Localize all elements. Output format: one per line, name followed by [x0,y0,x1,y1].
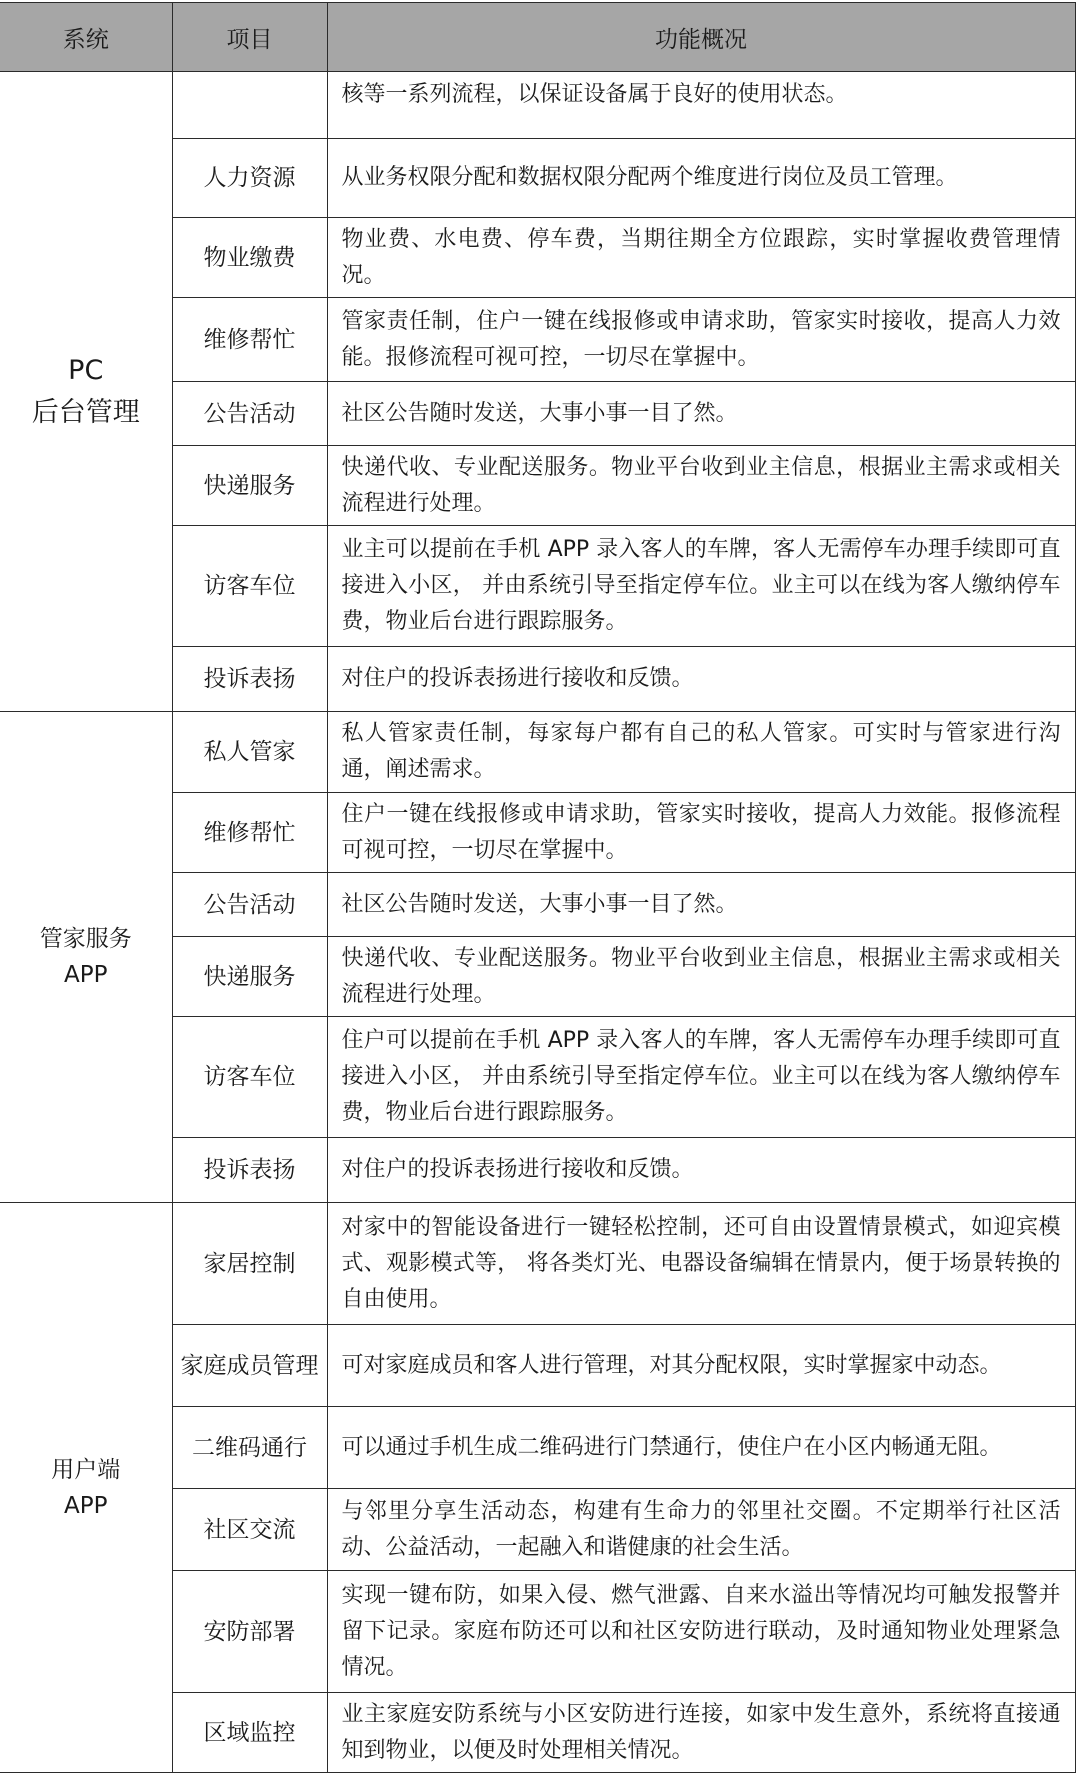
desc-cell: 住户一键在线报修或申请求助，管家实时接收，提高人力效能。报修流程可视可控，一切尽在掌握中。 [327,793,1075,873]
table-row [0,1203,1075,1325]
system-cell-pc [0,72,172,712]
desc-cell: 可对家庭成员和客人进行管理，对其分配权限，实时掌握家中动态。 [327,1325,1075,1407]
desc-cell: 快递代收、专业配送服务。物业平台收到业主信息，根据业主需求或相关流程进行处理。 [327,937,1075,1017]
table-row [0,712,1075,793]
desc-cell: 管家责任制，住户一键在线报修或申请求助，管家实时接收，提高人力效能。报修流程可视可控，一切尽在掌握中。 [327,298,1075,382]
item-cell: 投诉表扬 [172,647,327,712]
desc-cell: 私人管家责任制，每家每户都有自己的私人管家。可实时与管家进行沟通，阐述需求。 [327,712,1075,793]
system-cell-user [0,1203,172,1773]
desc-cell: 对家中的智能设备进行一键轻松控制，还可自由设置情景模式，如迎宾模式、观影模式等， 将各类灯光、电器设备编辑在情景内，便于场景转换的自由使用。 [327,1203,1075,1325]
table-header-row [0,3,1075,72]
table-row [0,72,1075,139]
desc-cell: 从业务权限分配和数据权限分配两个维度进行岗位及员工管理。 [327,139,1075,218]
item-cell: 私人管家 [172,712,327,793]
item-cell: 快递服务 [172,446,327,526]
item-cell: 维修帮忙 [172,298,327,382]
desc-cell: 社区公告随时发送，大事小事一目了然。 [327,382,1075,446]
item-cell: 访客车位 [172,1017,327,1138]
item-cell: 公告活动 [172,382,327,446]
desc-cell: 住户可以提前在手机 APP 录入客人的车牌，客人无需停车办理手续即可直接进入小区， 并由系统引导至指定停车位。业主可以在线为客人缴纳停车费，物业后台进行跟踪服务。 [327,1017,1075,1138]
desc-cell: 业主可以提前在手机 APP 录入客人的车牌，客人无需停车办理手续即可直接进入小区， 并由系统引导至指定停车位。业主可以在线为客人缴纳停车费，物业后台进行跟踪服务。 [327,526,1075,647]
system-label-line2: APP [64,1492,108,1519]
system-label-line1: 用户端 [51,1456,121,1483]
system-label-line1: 管家服务 [39,926,132,952]
desc-cell: 快递代收、专业配送服务。物业平台收到业主信息，根据业主需求或相关流程进行处理。 [327,446,1075,526]
item-cell: 物业缴费 [172,218,327,298]
desc-cell: 对住户的投诉表扬进行接收和反馈。 [327,647,1075,712]
desc-cell: 社区公告随时发送，大事小事一目了然。 [327,873,1075,937]
header-system: 系统 [0,3,172,72]
item-cell: 公告活动 [172,873,327,937]
item-cell: 快递服务 [172,937,327,1017]
system-label-line2: 后台管理 [31,396,140,428]
item-cell: 二维码通行 [172,1407,327,1489]
item-cell: 访客车位 [172,526,327,647]
desc-cell: 核等一系列流程，以保证设备属于良好的使用状态。 [327,72,1075,139]
system-label-line2: APP [64,962,108,988]
item-cell: 投诉表扬 [172,1138,327,1203]
item-cell: 家庭成员管理 [172,1325,327,1407]
desc-cell: 物业费、水电费、停车费，当期往期全方位跟踪，实时掌握收费管理情况。 [327,218,1075,298]
item-cell: 家居控制 [172,1203,327,1325]
desc-cell: 可以通过手机生成二维码进行门禁通行，使住户在小区内畅通无阻。 [327,1407,1075,1489]
item-cell [172,72,327,139]
desc-cell: 业主家庭安防系统与小区安防进行连接，如家中发生意外，系统将直接通知到物业，以便及时处理相关情况。 [327,1693,1075,1773]
desc-cell: 对住户的投诉表扬进行接收和反馈。 [327,1138,1075,1203]
desc-cell: 实现一键布防，如果入侵、燃气泄露、自来水溢出等情况均可触发报警并留下记录。家庭布防还可以和社区安防进行联动，及时通知物业处理紧急情况。 [327,1571,1075,1693]
item-cell: 区域监控 [172,1693,327,1773]
desc-cell: 与邻里分享生活动态，构建有生命力的邻里社交圈。不定期举行社区活动、公益活动，一起融入和谐健康的社会生活。 [327,1489,1075,1571]
item-cell: 安防部署 [172,1571,327,1693]
item-cell: 维修帮忙 [172,793,327,873]
header-item: 项目 [172,3,327,72]
function-table [0,2,1076,1773]
item-cell: 人力资源 [172,139,327,218]
system-label-line1: PC [68,354,104,386]
item-cell: 社区交流 [172,1489,327,1571]
header-overview: 功能概况 [327,3,1075,72]
system-cell-steward [0,712,172,1203]
